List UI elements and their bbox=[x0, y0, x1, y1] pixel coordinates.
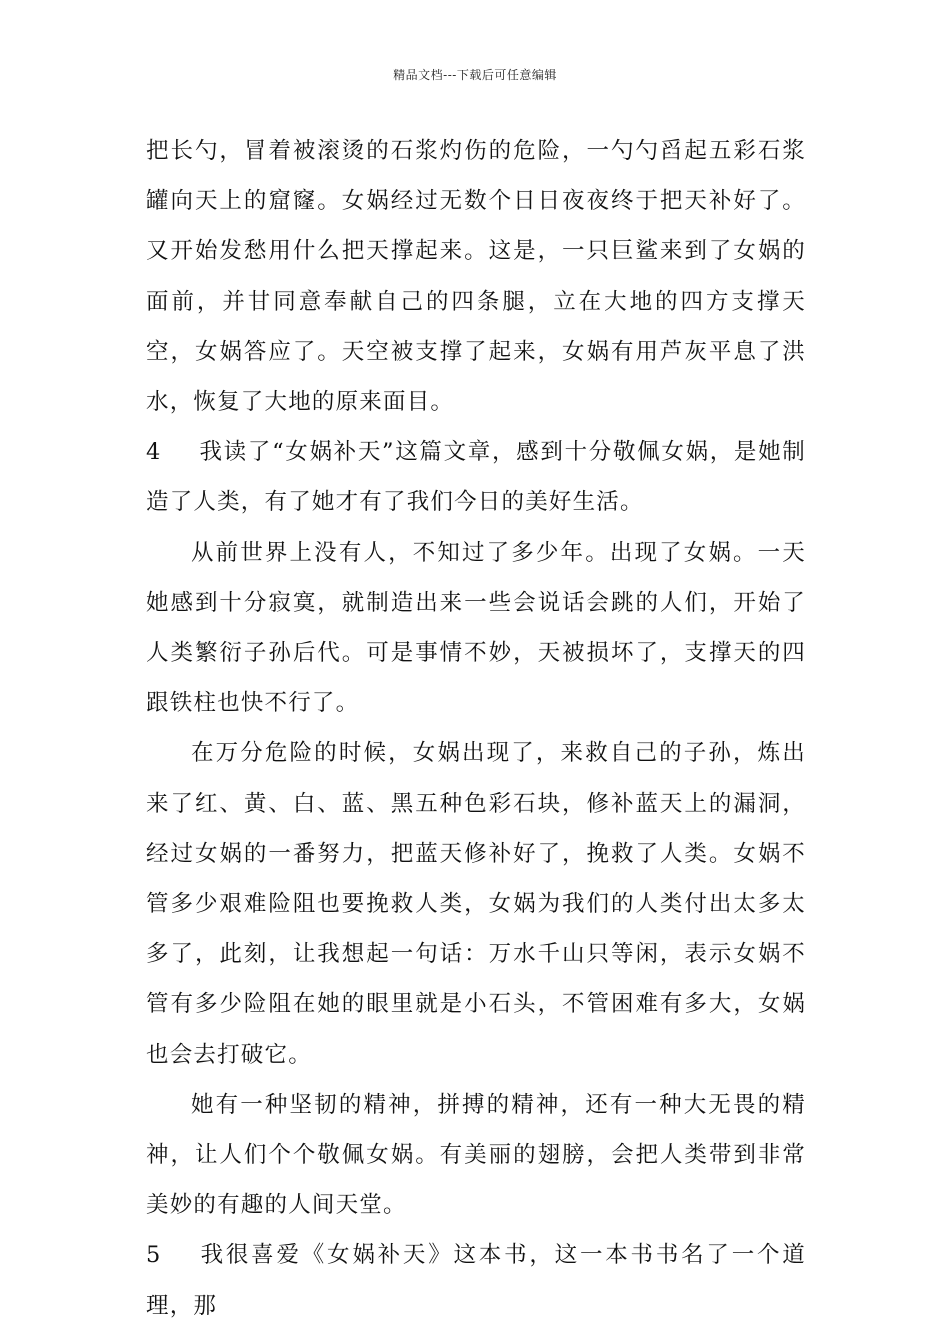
paragraph-text: 从前世界上没有人，不知过了多少年。出现了女娲。一天她感到十分寂寞，就制造出来一些会说话会跳的人们，开始了人类繁衍子孙后代。可是事情不妙，天被损坏了，支撑天的四跟铁柱也快不行了。 bbox=[146, 539, 806, 717]
paragraph bbox=[146, 728, 806, 1079]
paragraph-numbered-4 bbox=[146, 427, 806, 527]
paragraph-text: 我很喜爱《女娲补天》这本书，这一本书书名了一个道理，那 bbox=[146, 1242, 806, 1319]
paragraph-text: 在万分危险的时候，女娲出现了，来救自己的子孙，炼出来了红、黄、白、蓝、黑五种色彩石块，修补蓝天上的漏洞，经过女娲的一番努力，把蓝天修补好了，挽救了人类。女娲不管多少艰难险阻也要挽救人类，女娲为我们的人类付出太多太多了，此刻，让我想起一句话：万水千山只等闲，表示女娲不管有多少险阻在她的眼里就是小石头，不管困难有多大，女娲也会去打破它。 bbox=[146, 740, 806, 1068]
paragraph-text: 她有一种坚韧的精神，拼搏的精神，还有一种大无畏的精神，让人们个个敬佩女娲。有美丽的翅膀，会把人类带到非常美妙的有趣的人间天堂。 bbox=[146, 1091, 806, 1219]
page-header: 精品文档---下载后可任意编辑 bbox=[393, 68, 557, 82]
paragraph-continuation bbox=[146, 126, 806, 427]
paragraph-number: 4 bbox=[146, 439, 161, 466]
paragraph-text: 我读了“女娲补天”这篇文章，感到十分敬佩女娲，是她制造了人类，有了她才有了我们今日的美好生活。 bbox=[146, 439, 806, 516]
paragraph-numbered-5 bbox=[146, 1230, 806, 1330]
paragraph-text: 把长勺，冒着被滚烫的石浆灼伤的危险，一勺勺舀起五彩石浆罐向天上的窟窿。女娲经过无数个日日夜夜终于把天补好了。又开始发愁用什么把天撑起来。这是，一只巨鲨来到了女娲的面前，并甘同意奉献自己的四条腿，立在大地的四方支撑天空，女娲答应了。天空被支撑了起来，女娲有用芦灰平息了洪水，恢复了大地的原来面目。 bbox=[146, 138, 806, 416]
paragraph-number: 5 bbox=[146, 1242, 161, 1269]
paragraph bbox=[146, 1080, 806, 1231]
paragraph bbox=[146, 528, 806, 729]
document-body bbox=[146, 126, 806, 1331]
